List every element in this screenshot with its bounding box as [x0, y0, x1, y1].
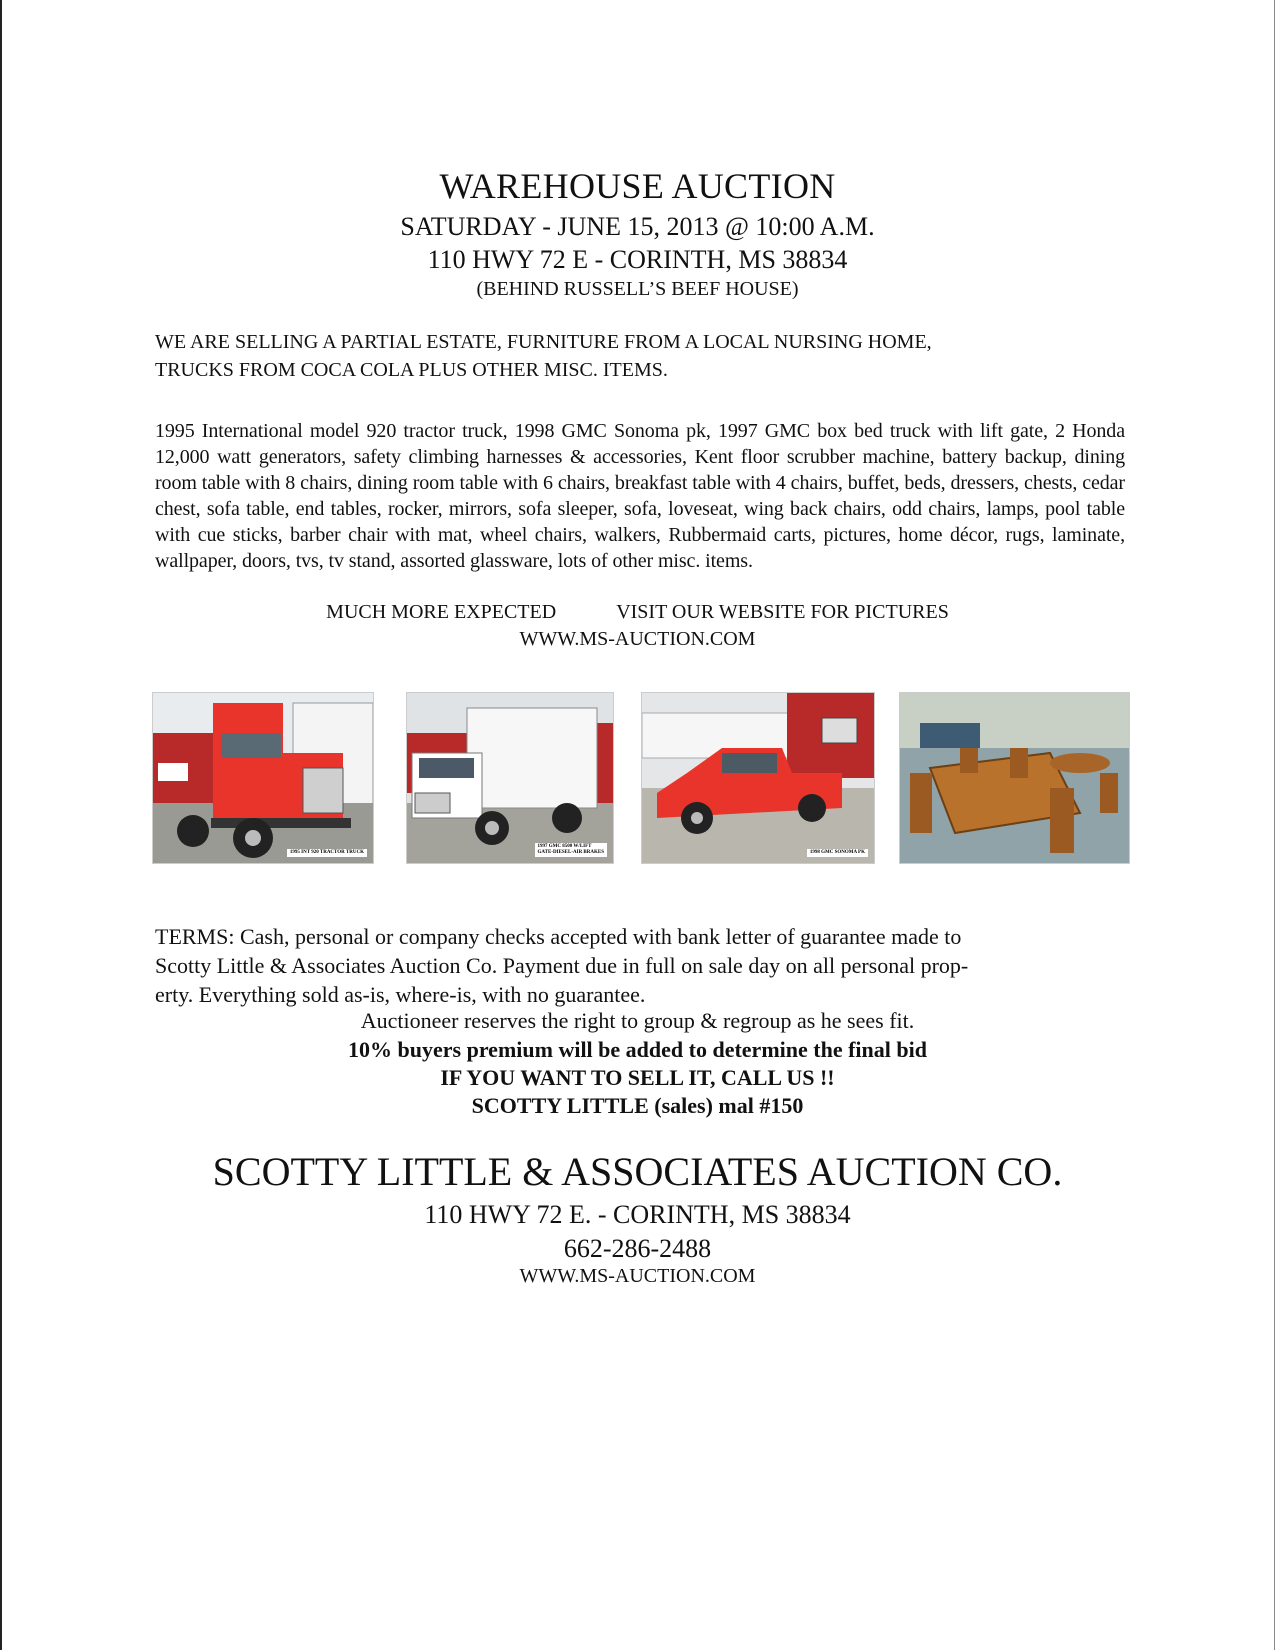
items-list-text: 1995 International model 920 tractor truck, 1998 GMC Sonoma pk, 1997 GMC box bed truck with lift gate, 2 Honda 12,000 watt generators, safety climbing harnesses & accessories, Kent floor scrubber machine, battery backup, dining room table with 8 chairs, dining room table with 6 chairs, breakfast table with 4 chairs, buffet, beds, dressers, chests, cedar chest, sofa table, end tables, rocker, mirrors, sofa sleeper, sofa, loveseat, wing back chairs, odd chairs, lamps, pool table with cue sticks, barber chair with mat, wheel chairs, walkers, Rubbermaid carts, pictures, home décor, rugs, laminate, wallpaper, doors, tvs, tv stand, assorted glassware, lots of other misc. items. — [155, 420, 1125, 572]
red-pickup-truck-icon — [642, 693, 874, 863]
photo-caption-tractor: 1995 INT 920 TRACTOR TRUCK — [287, 849, 367, 857]
dining-table-chairs-icon — [900, 693, 1129, 863]
photo-caption-box-truck: 1997 GMC 8500 W/LIFT GATE-DIESEL-AIR BRAKES — [535, 843, 607, 857]
company-website[interactable]: WWW.MS-AUCTION.COM — [519, 1265, 756, 1287]
photo-caption-pickup: 1998 GMC SONOMA PK — [807, 849, 868, 857]
sales-contact: SCOTTY LITTLE (sales) mal #150 — [471, 1093, 804, 1118]
terms-line-1: TERMS: Cash, personal or company checks accepted with bank letter of guarantee made to — [155, 924, 962, 949]
sell-call-note: IF YOU WANT TO SELL IT, CALL US !! — [440, 1065, 835, 1090]
white-box-truck-icon — [407, 693, 613, 863]
terms-line-2: Scotty Little & Associates Auction Co. Payment due in full on sale day on all personal prop- — [155, 953, 969, 978]
red-tractor-truck-icon — [153, 693, 373, 863]
auctioneer-reserve-note: Auctioneer reserves the right to group & regroup as he sees fit. — [360, 1008, 915, 1033]
photo-pickup-truck — [641, 692, 875, 864]
website-link-top[interactable]: WWW.MS-AUCTION.COM — [519, 628, 756, 650]
auction-address: 110 HWY 72 E - CORINTH, MS 38834 — [427, 245, 848, 274]
company-address: 110 HWY 72 E. - CORINTH, MS 38834 — [424, 1200, 851, 1229]
intro-line-2: TRUCKS FROM COCA COLA PLUS OTHER MISC. ITEMS. — [155, 359, 668, 381]
terms-text — [155, 922, 1125, 1009]
auction-title: WAREHOUSE AUCTION — [439, 166, 836, 206]
buyers-premium-note: 10% buyers premium will be added to determine the final bid — [348, 1037, 927, 1062]
intro-text — [155, 328, 1125, 384]
intro-line-1: WE ARE SELLING A PARTIAL ESTATE, FURNITURE FROM A LOCAL NURSING HOME, — [155, 331, 932, 353]
photo-box-truck — [406, 692, 614, 864]
photo-tractor-truck — [152, 692, 374, 864]
visit-website-text: VISIT OUR WEBSITE FOR PICTURES — [616, 601, 949, 623]
company-name: SCOTTY LITTLE & ASSOCIATES AUCTION CO. — [212, 1149, 1063, 1194]
terms-line-3: erty. Everything sold as-is, where-is, with no guarantee. — [155, 982, 646, 1007]
more-expected-line — [0, 601, 1275, 624]
location-note: (BEHIND RUSSELL’S BEEF HOUSE) — [476, 278, 799, 300]
company-phone[interactable]: 662-286-2488 — [563, 1234, 712, 1263]
photo-dining-set — [899, 692, 1130, 864]
much-more-expected: MUCH MORE EXPECTED — [326, 601, 557, 623]
auction-date-time: SATURDAY - JUNE 15, 2013 @ 10:00 A.M. — [400, 212, 875, 241]
